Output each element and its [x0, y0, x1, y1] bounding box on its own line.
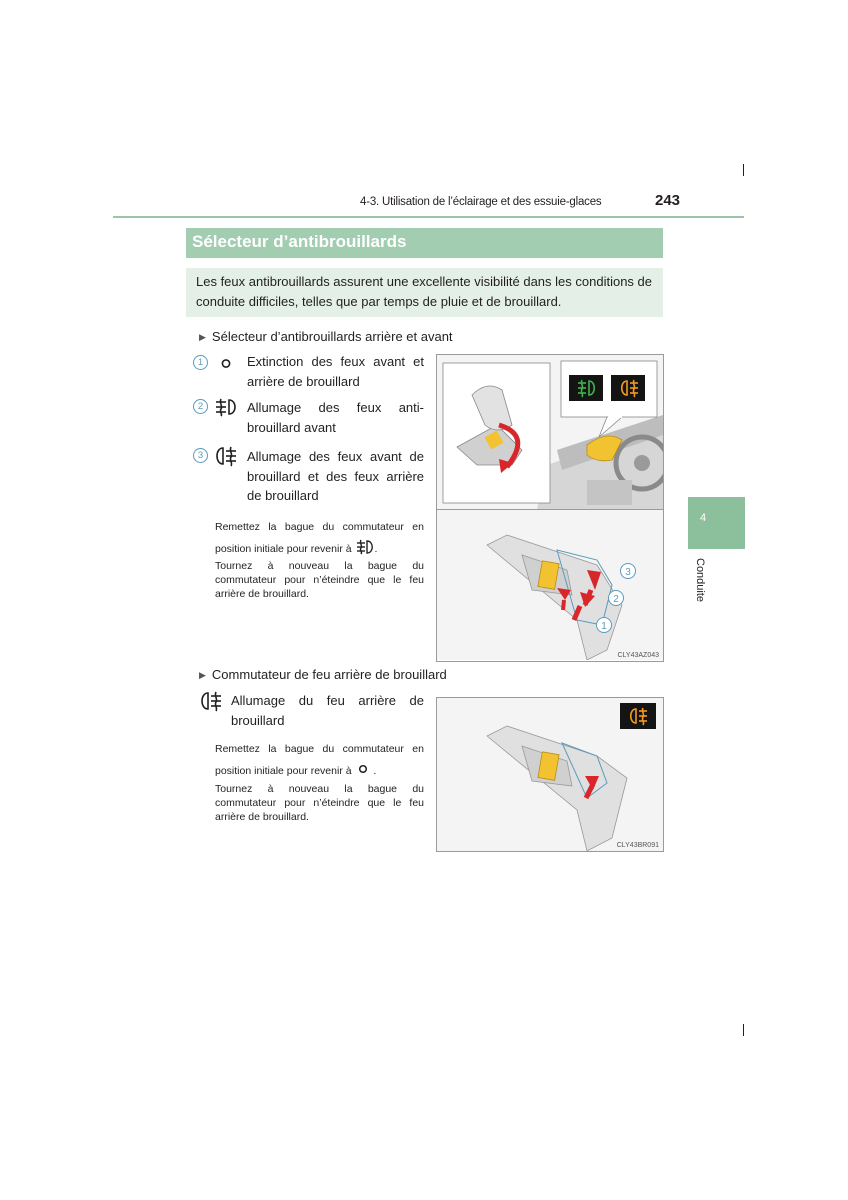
item-1-text: Extinction des feux avant et arrière de brouillard: [247, 354, 424, 389]
subsection2-note-1: [215, 738, 424, 782]
note-1-text: Remettez la bague du commutateur en position initiale pour revenir à: [215, 521, 424, 555]
front-fog-lamp-icon: [213, 397, 239, 417]
off-ring-icon: [219, 357, 233, 369]
chapter-tab-number: 4: [700, 512, 707, 524]
figure-switch-detail: [436, 510, 664, 662]
front-fog-lamp-inline-icon: [355, 539, 375, 555]
item-3-text: Allumage des feux avant de brouillard et des feux arrière de brouillard: [247, 449, 424, 503]
figure-1-code: CLY43AZ043: [617, 652, 659, 659]
rear-fog-lamp-icon: [213, 445, 239, 467]
item-number-2: 2: [193, 399, 208, 414]
rear-fog-lamp-icon: [198, 690, 224, 712]
page-number: 243: [655, 192, 681, 209]
subsection1-note-1: [215, 516, 424, 560]
subsection1-heading: [199, 329, 453, 344]
chapter-tab: [688, 497, 745, 549]
figure-dashboard-photo: [436, 354, 664, 510]
note-1-end: .: [374, 543, 378, 555]
item-number-3: 3: [193, 448, 208, 463]
subsection1-heading-text: Sélecteur d’antibrouillards arrière et avant: [211, 329, 453, 344]
bullet-triangle-icon: ▶: [199, 670, 206, 680]
subsection2-item-text: Allumage du feu arrière de brouillard: [231, 693, 424, 728]
item-2-text: Allumage des feux anti-brouillard avant: [247, 400, 424, 435]
bullet-triangle-icon: ▶: [199, 332, 206, 342]
figure-2-code: CLY43BR091: [616, 842, 659, 849]
subsection2-heading-text: Commutateur de feu arrière de brouillard: [211, 667, 447, 682]
section-title: Sélecteur d’antibrouillards: [186, 228, 663, 258]
callout-3: 3: [625, 567, 631, 578]
header-rule: [113, 216, 744, 218]
subsection2-note-2: Tournez à nouveau la bague du commutateur pour n’éteindre que le feu arrière de brouillard.: [215, 783, 424, 823]
running-header-title: 4-3. Utilisation de l’éclairage et des essuie-glaces: [360, 196, 602, 208]
subsection1-note-2: Tournez à nouveau la bague du commutateur pour n’éteindre que le feu arrière de brouillard.: [215, 560, 424, 600]
subsection2-heading: [199, 667, 447, 682]
rear-fog-switch-illustration: [437, 698, 663, 851]
callout-1: 1: [601, 621, 607, 632]
combination-switch-illustration: [437, 510, 663, 660]
callout-2: 2: [613, 594, 619, 605]
figure-rear-fog-switch: [436, 697, 664, 852]
crop-mark-top-right: [743, 164, 744, 176]
chapter-tab-label: Conduite: [694, 558, 706, 603]
intro-box: Les feux antibrouillards assurent une excellente visibilité dans les conditions de conduite difficiles, telles que par temps de pluie et de brouillard.: [186, 268, 663, 317]
crop-mark-bottom-right: [743, 1024, 744, 1036]
note-1-text: Remettez la bague du commutateur en position initiale pour revenir à: [215, 743, 424, 777]
off-ring-inline-icon: [355, 763, 371, 775]
dashboard-illustration: [437, 355, 663, 509]
note-1-end: .: [373, 765, 377, 777]
item-number-1: 1: [193, 355, 208, 370]
